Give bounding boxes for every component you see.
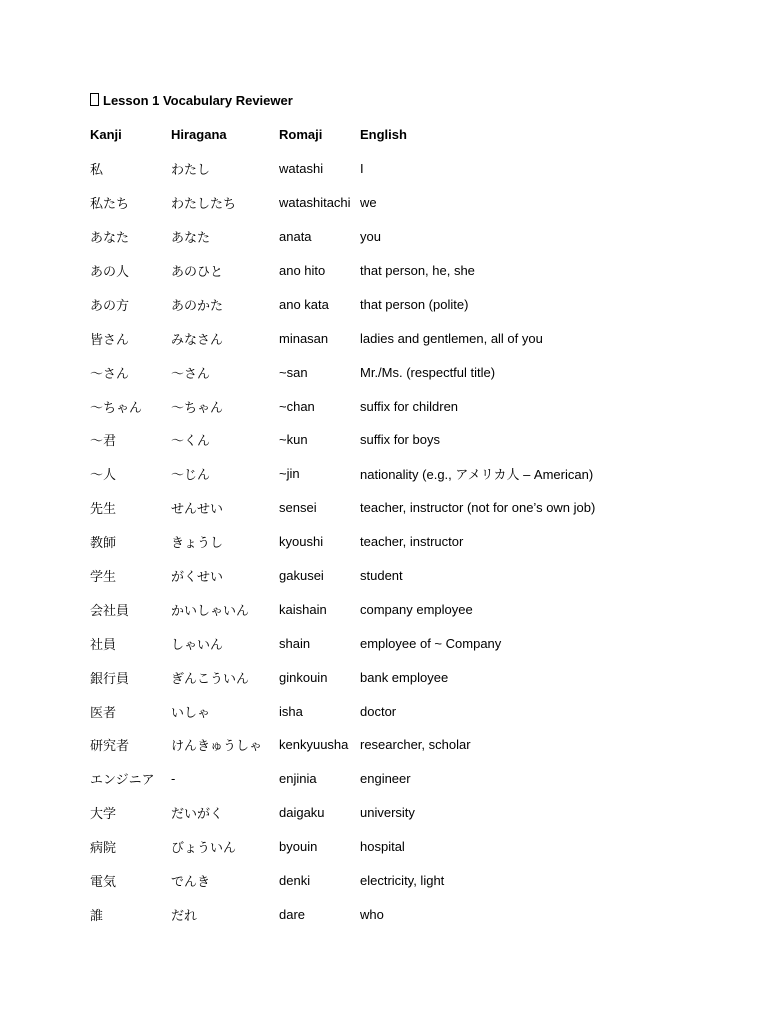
cell-romaji: kyoushi (279, 534, 324, 550)
cell-english: we (360, 195, 377, 211)
table-row (90, 592, 660, 626)
cell-romaji: denki (279, 873, 311, 889)
cell-kanji: ～さん (90, 365, 130, 381)
header-kanji: Kanji (90, 127, 122, 143)
cell-kanji: 電気 (90, 874, 117, 890)
document-title (90, 93, 293, 108)
cell-romaji: gakusei (279, 568, 324, 584)
header-romaji: Romaji (279, 127, 323, 143)
cell-hiragana: だいがく (171, 806, 224, 822)
cell-kanji: 会社員 (90, 602, 130, 618)
cell-english: teacher, instructor (360, 534, 464, 550)
cell-hiragana: でんき (171, 874, 211, 890)
cell-romaji: ano hito (279, 263, 326, 278)
table-row (90, 220, 660, 254)
cell-romaji: anata (279, 229, 312, 245)
cell-romaji: byouin (279, 839, 318, 855)
table-row (90, 355, 660, 389)
cell-english: Mr./Ms. (respectful title) (360, 364, 496, 380)
cell-romaji: watashi (279, 161, 324, 177)
header-hiragana: Hiragana (171, 127, 227, 143)
cell-romaji: kenkyuusha (279, 737, 349, 753)
cell-hiragana: ～さん (171, 365, 211, 381)
table-header-row (90, 118, 660, 152)
cell-hiragana: わたしたち (171, 196, 237, 212)
cell-kanji: 医者 (90, 704, 117, 720)
cell-kanji: 大学 (90, 806, 117, 822)
cell-romaji: sensei (279, 500, 317, 516)
missing-glyph-icon (90, 93, 99, 106)
cell-english: engineer (360, 771, 411, 787)
cell-kanji: あの方 (90, 297, 130, 313)
table-row (90, 694, 660, 728)
table-row (90, 287, 660, 321)
cell-romaji: watashitachi (279, 195, 351, 211)
cell-hiragana: ～くん (171, 433, 211, 449)
cell-romaji: ~kun (279, 432, 308, 448)
cell-kanji: 病院 (90, 840, 117, 856)
cell-english: university (360, 805, 415, 821)
cell-english: electricity, light (360, 873, 445, 889)
cell-hiragana: わたし (171, 162, 211, 178)
cell-english: bank employee (360, 669, 449, 685)
cell-hiragana: ～ちゃん (171, 399, 224, 415)
cell-romaji: daigaku (279, 805, 325, 821)
cell-romaji: ~san (279, 364, 308, 380)
cell-kanji: 私 (90, 162, 104, 178)
cell-english: you (360, 229, 381, 245)
cell-kanji: 先生 (90, 501, 117, 517)
table-row (90, 457, 660, 491)
table-row (90, 796, 660, 830)
cell-romaji: ano kata (279, 296, 329, 312)
table-row (90, 626, 660, 660)
table-row (90, 728, 660, 762)
cell-english: who (360, 906, 384, 922)
cell-kanji: ～人 (90, 467, 117, 483)
cell-hiragana: きょうし (171, 535, 224, 551)
cell-english: doctor (360, 703, 397, 719)
cell-kanji: 私たち (90, 196, 130, 212)
cell-hiragana: びょういん (171, 840, 237, 856)
cell-hiragana: けんきゅうしゃ (171, 738, 263, 754)
table-row (90, 152, 660, 186)
document-title-text: Lesson 1 Vocabulary Reviewer (103, 93, 293, 108)
cell-romaji: minasan (279, 330, 329, 346)
cell-hiragana: あのひと (171, 264, 224, 279)
cell-english: I (360, 161, 364, 177)
cell-romaji: ginkouin (279, 669, 328, 685)
table-row (90, 660, 660, 694)
cell-hiragana: しゃいん (171, 636, 224, 652)
cell-kanji: 教師 (90, 535, 117, 551)
cell-english: hospital (360, 839, 405, 855)
table-row (90, 186, 660, 220)
table-row (90, 897, 660, 931)
cell-english: company employee (360, 601, 473, 617)
cell-romaji: shain (279, 635, 311, 651)
cell-kanji: 研究者 (90, 738, 130, 754)
table-body (90, 152, 660, 931)
cell-kanji: 銀行員 (90, 670, 130, 686)
cell-kanji: あの人 (90, 264, 130, 279)
cell-kanji: ～君 (90, 433, 117, 449)
table-row (90, 830, 660, 864)
cell-kanji: 誰 (90, 907, 104, 923)
cell-kanji: 学生 (90, 569, 117, 585)
cell-english: student (360, 568, 403, 584)
cell-kanji: あなた (90, 230, 130, 246)
table-row (90, 762, 660, 796)
table-row (90, 321, 660, 355)
cell-romaji: ~jin (279, 466, 300, 482)
cell-hiragana: みなさん (171, 331, 224, 347)
cell-romaji: ~chan (279, 398, 315, 414)
cell-hiragana: いしゃ (171, 704, 211, 720)
header-english: English (360, 127, 407, 143)
cell-hiragana: せんせい (171, 501, 224, 517)
table-row (90, 559, 660, 593)
cell-hiragana: ～じん (171, 467, 211, 483)
table-row (90, 525, 660, 559)
cell-english: ladies and gentlemen, all of you (360, 330, 543, 346)
cell-kanji: エンジニア (90, 772, 155, 788)
cell-hiragana: - (171, 771, 176, 787)
cell-romaji: dare (279, 906, 306, 922)
cell-hiragana: あのかた (171, 297, 224, 313)
cell-english: suffix for children (360, 398, 459, 414)
cell-kanji: 社員 (90, 636, 117, 652)
cell-english: that person (polite) (360, 296, 469, 312)
table-row (90, 491, 660, 525)
cell-kanji: ～ちゃん (90, 399, 143, 415)
table-row (90, 254, 660, 288)
cell-english: nationality (e.g., アメリカ人 – American) (360, 467, 594, 483)
cell-english: that person, he, she (360, 263, 475, 278)
cell-hiragana: かいしゃいん (171, 602, 250, 618)
table-row (90, 423, 660, 457)
cell-hiragana: だれ (171, 907, 198, 923)
table-row (90, 389, 660, 423)
cell-romaji: kaishain (279, 601, 327, 617)
cell-english: suffix for boys (360, 432, 440, 448)
table-row (90, 864, 660, 898)
cell-hiragana: ぎんこういん (171, 670, 250, 686)
cell-hiragana: がくせい (171, 569, 224, 585)
cell-romaji: enjinia (279, 771, 317, 787)
cell-english: employee of ~ Company (360, 635, 502, 651)
cell-english: teacher, instructor (not for one’s own job) (360, 500, 596, 516)
cell-hiragana: あなた (171, 230, 211, 246)
cell-english: researcher, scholar (360, 737, 471, 753)
vocabulary-table (90, 118, 660, 931)
cell-kanji: 皆さん (90, 331, 130, 347)
cell-romaji: isha (279, 703, 303, 719)
